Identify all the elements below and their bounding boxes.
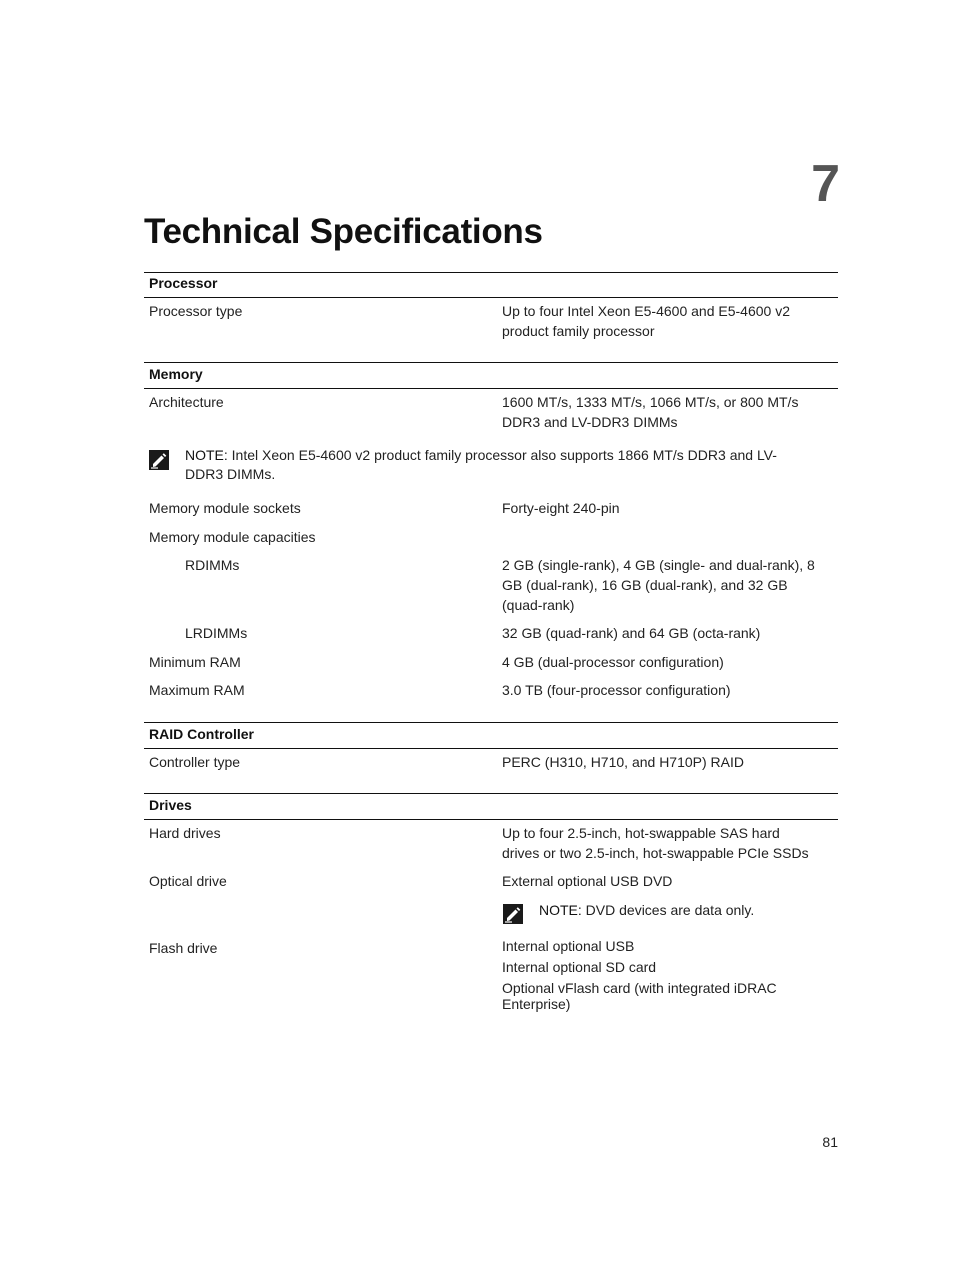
sockets-value: Forty-eight 240-pin [502, 500, 620, 516]
rule [144, 722, 838, 723]
rule [144, 272, 838, 273]
processor-type-label: Processor type [149, 303, 243, 319]
capacities-label: Memory module capacities [149, 529, 316, 545]
lrdimms-label: LRDIMMs [185, 625, 248, 641]
rule [144, 748, 838, 749]
note-line [185, 446, 835, 465]
section-heading-drives: Drives [149, 797, 192, 813]
value-line: Internal optional USB [502, 938, 635, 954]
controller-type-value: PERC (H310, H710, and H710P) RAID [502, 754, 744, 770]
rule [144, 362, 838, 363]
flash-drive-label: Flash drive [149, 940, 218, 956]
value-line: Enterprise) [502, 996, 571, 1012]
value-line: Up to four 2.5-inch, hot-swappable SAS hard [502, 825, 780, 841]
optical-drive-label: Optical drive [149, 873, 227, 889]
note-icon [149, 450, 169, 470]
page-title: Technical Specifications [144, 212, 543, 251]
value-line: Up to four Intel Xeon E5-4600 and E5-4600 v2 [502, 303, 790, 319]
min-ram-label: Minimum RAM [149, 654, 241, 670]
rdimms-value [502, 555, 838, 615]
note-label: NOTE: [185, 447, 228, 463]
section-heading-raid: RAID Controller [149, 726, 254, 742]
value-line: Optional vFlash card (with integrated iDRAC [502, 980, 777, 996]
rule [144, 793, 838, 794]
note-text: Intel Xeon E5-4600 v2 product family processor also supports 1866 MT/s DDR3 and LV- [227, 447, 777, 463]
value-line: 2 GB (single-rank), 4 GB (single- and dual-rank), 8 [502, 557, 815, 573]
rdimms-label: RDIMMs [185, 557, 240, 573]
value-line: (quad-rank) [502, 597, 575, 613]
hard-drives-value [502, 823, 838, 863]
note-text: DVD devices are data only. [581, 902, 755, 918]
section-heading-processor: Processor [149, 275, 218, 291]
min-ram-value: 4 GB (dual-processor configuration) [502, 654, 724, 670]
optical-drive-value: External optional USB DVD [502, 873, 673, 889]
chapter-number: 7 [811, 155, 840, 213]
optical-note [539, 901, 838, 920]
sockets-label: Memory module sockets [149, 500, 301, 516]
lrdimms-value: 32 GB (quad-rank) and 64 GB (octa-rank) [502, 625, 761, 641]
rule [144, 819, 838, 820]
value-line: product family processor [502, 323, 655, 339]
max-ram-value: 3.0 TB (four-processor configuration) [502, 682, 731, 698]
value-line: 1600 MT/s, 1333 MT/s, 1066 MT/s, or 800 MT/s [502, 394, 799, 410]
section-heading-memory: Memory [149, 366, 203, 382]
note-label: NOTE: [539, 902, 582, 918]
controller-type-label: Controller type [149, 754, 241, 770]
value-line: GB (dual-rank), 16 GB (dual-rank), and 32 GB [502, 577, 788, 593]
architecture-label: Architecture [149, 394, 224, 410]
value-line: drives or two 2.5-inch, hot-swappable PCIe SSDs [502, 845, 809, 861]
value-line: DDR3 and LV-DDR3 DIMMs [502, 414, 678, 430]
hard-drives-label: Hard drives [149, 825, 221, 841]
max-ram-label: Maximum RAM [149, 682, 245, 698]
note-line: DDR3 DIMMs. [185, 466, 276, 482]
page-number: 81 [822, 1134, 838, 1150]
memory-note [185, 446, 835, 484]
note-icon [503, 904, 523, 924]
processor-type-value [502, 301, 838, 341]
rule [144, 297, 838, 298]
rule [144, 388, 838, 389]
flash-drive-value [502, 936, 838, 1012]
architecture-value [502, 392, 838, 432]
value-line: Internal optional SD card [502, 959, 657, 975]
